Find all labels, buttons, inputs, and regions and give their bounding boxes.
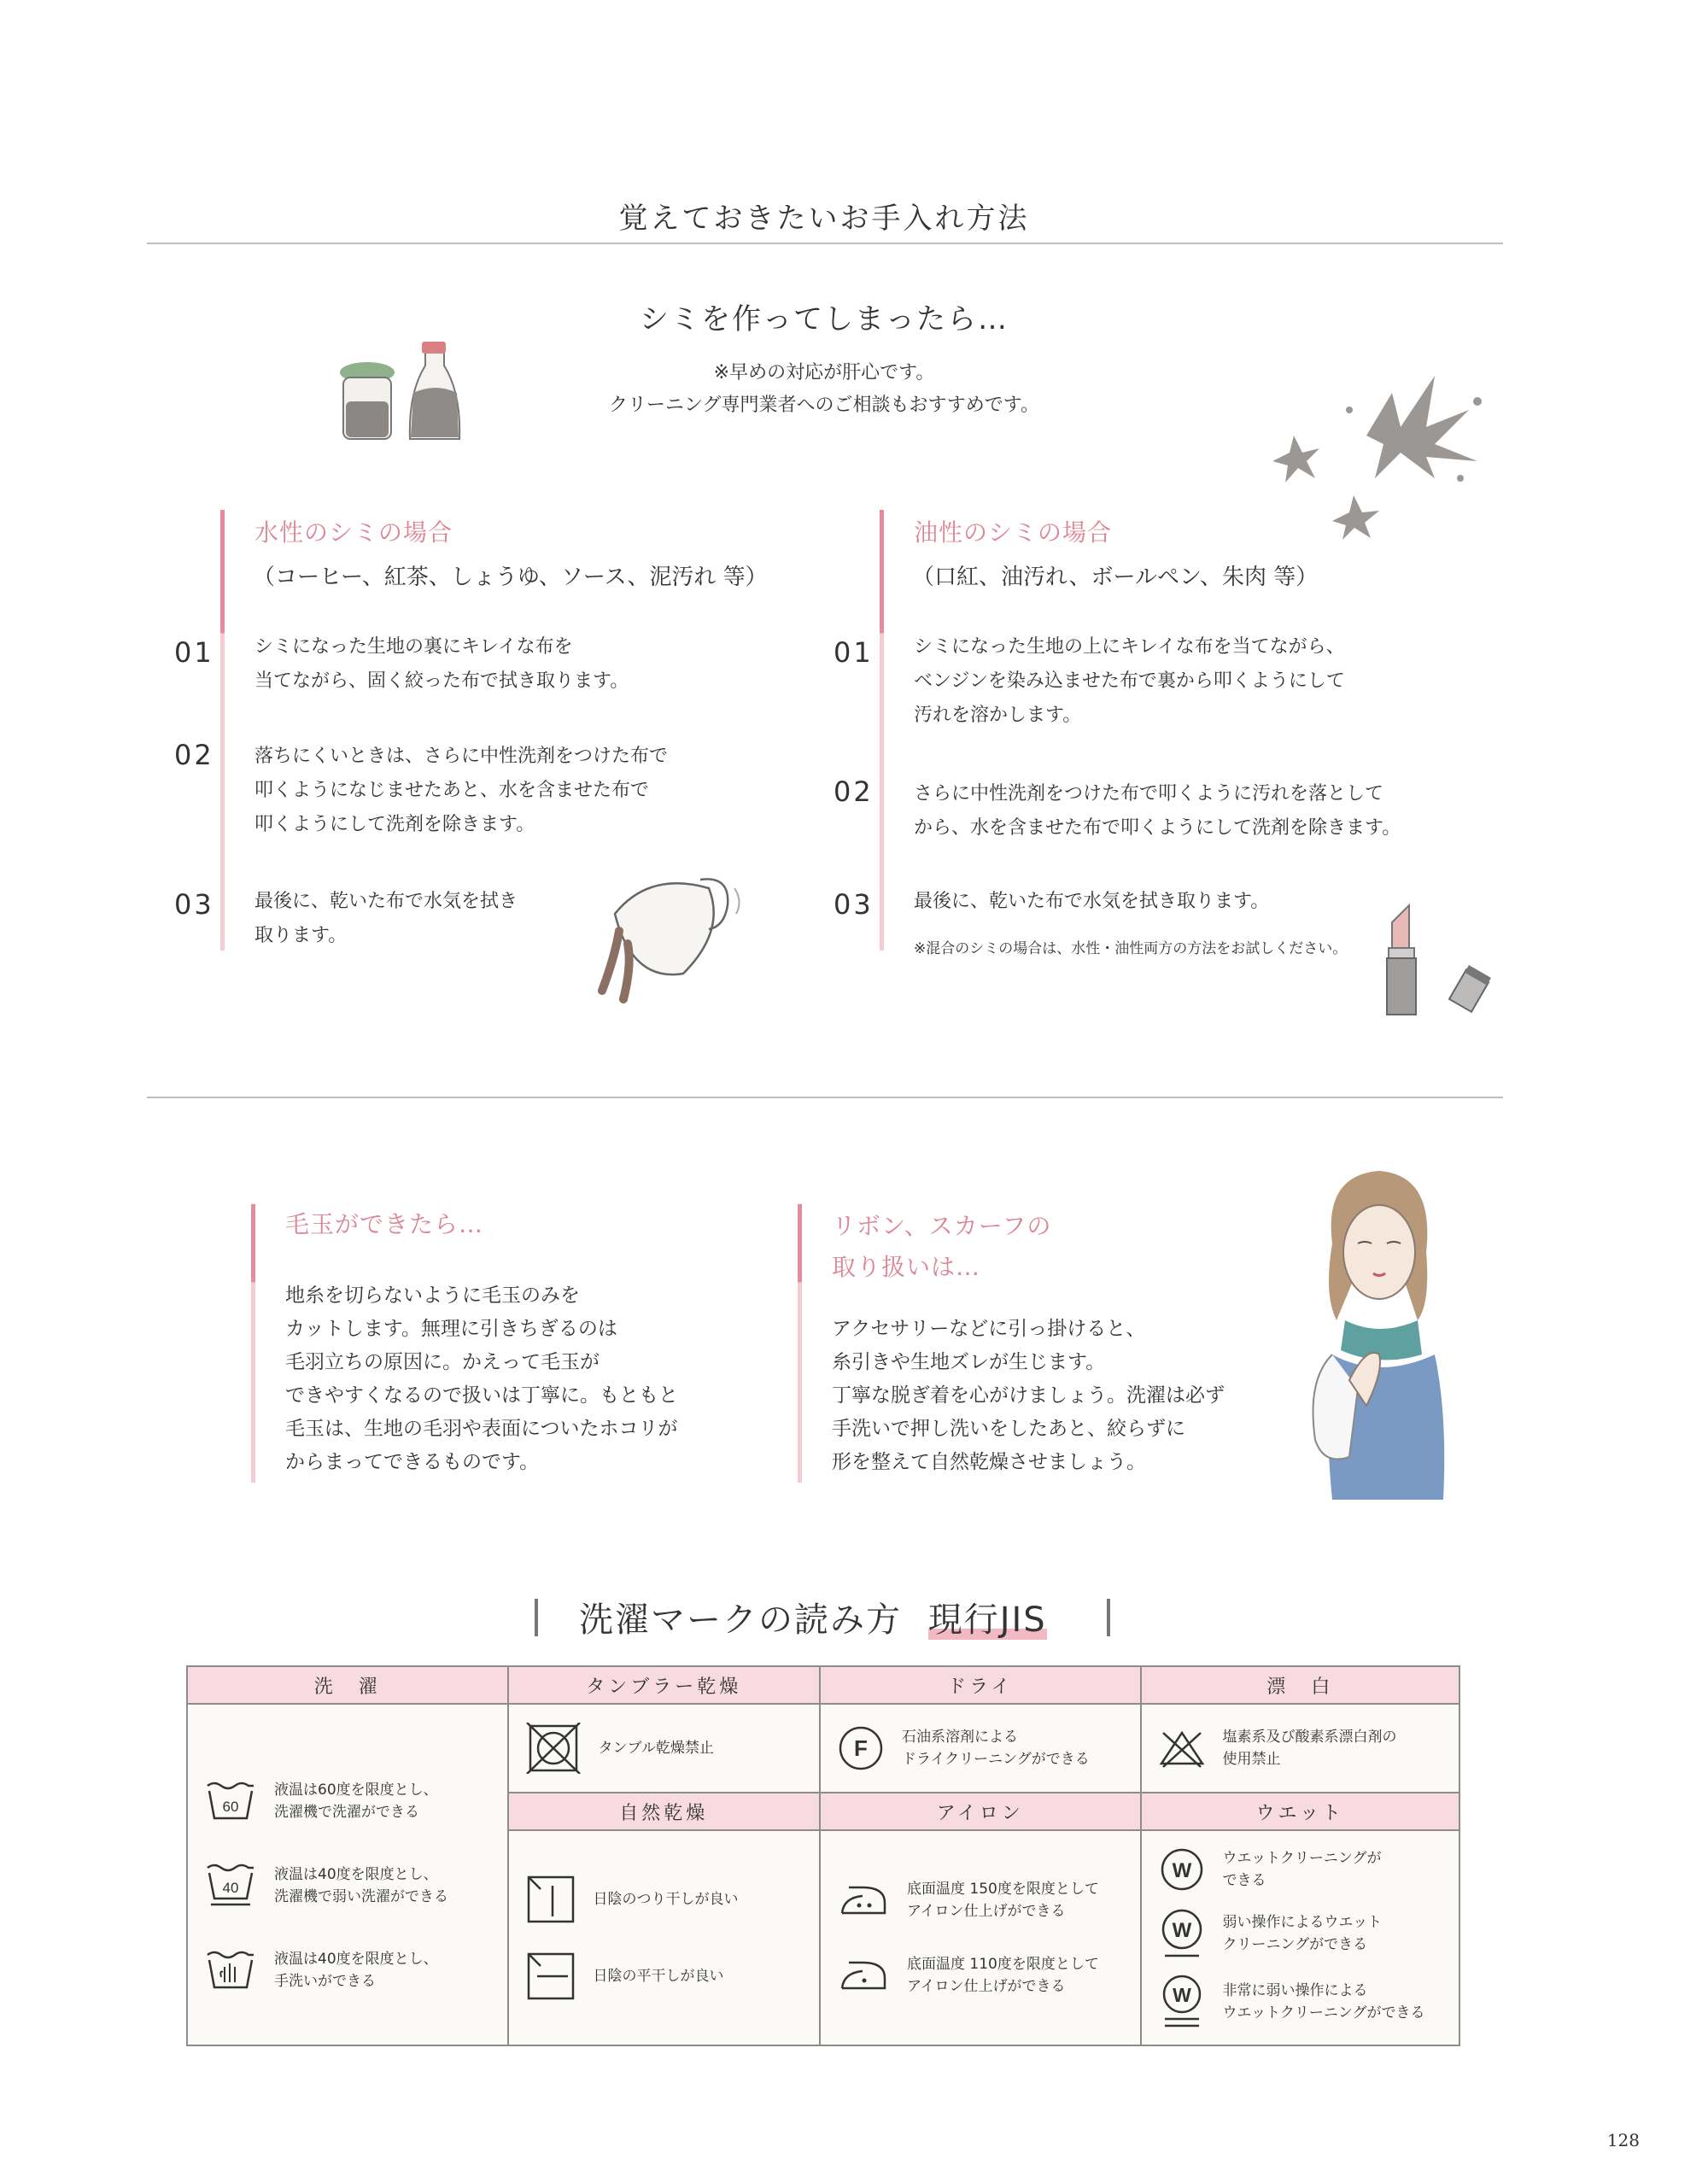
- text-line: 非常に弱い操作による: [1222, 1982, 1368, 1999]
- section-rule: [147, 1097, 1503, 1098]
- wet-clean-text: [1223, 1847, 1382, 1892]
- wash-60-text: [274, 1779, 438, 1823]
- text-line: 塩素系及び酸素系漂白剤の: [1222, 1729, 1397, 1746]
- lipstick-illustration: [1375, 897, 1503, 1025]
- jis-title-bar-right: [1107, 1599, 1110, 1636]
- line-dry-shade-text: 日陰のつり干しが良い: [593, 1891, 739, 1908]
- dry-item: [822, 1724, 1139, 1772]
- natural-dry-cell: [508, 1830, 821, 2045]
- text-line: 最後に、乾いた布で水気を拭き: [254, 891, 518, 912]
- oil-column-bar: [880, 510, 884, 951]
- svg-text:W: W: [1172, 1984, 1191, 2006]
- text-line: 落ちにくいときは、さらに中性洗剤をつけた布で: [254, 746, 669, 767]
- wet-clean-item: [1143, 1846, 1459, 1893]
- text-line: 形を整えて自然乾燥させましょう。: [832, 1451, 1146, 1473]
- wet-clean-mild-text: [1223, 1911, 1383, 1956]
- ribbon-heading-line-1: リボン、スカーフの: [832, 1212, 1052, 1240]
- oil-mixed-note: ※混合のシミの場合は、水性・油性両方の方法をお試しください。: [914, 940, 1348, 957]
- svg-text:W: W: [1172, 1859, 1191, 1882]
- oil-step-3-text: 最後に、乾いた布で水気を拭き取ります。: [914, 891, 1270, 912]
- wet-clean-mild-item: [1143, 1907, 1459, 1960]
- iron-150-text: [907, 1878, 1099, 1922]
- text-line: 液温は40度を限度とし、: [274, 1866, 438, 1883]
- dry-cell: [820, 1704, 1141, 1793]
- page-title: 覚えておきたいお手入れ方法: [618, 202, 1030, 236]
- title-rule: [147, 243, 1503, 244]
- text-line: 石油系溶剤による: [902, 1729, 1018, 1746]
- ribbon-text: [832, 1313, 1225, 1479]
- text-line: できやすくなるので扱いは丁寧に。もともと: [285, 1384, 678, 1407]
- oil-step-2-text: [914, 777, 1401, 845]
- iron-150-item: [822, 1878, 1139, 1922]
- iron-150-icon: [837, 1879, 890, 1922]
- text-line: ベンジンを染み込ませた布で裏から叩くようにして: [914, 670, 1345, 692]
- water-step-3-text: [254, 885, 518, 953]
- text-line: 糸引きや生地ズレが生じます。: [832, 1351, 1106, 1373]
- svg-text:W: W: [1172, 1919, 1191, 1942]
- text-line: 使用禁止: [1222, 1751, 1281, 1768]
- text-line: シミになった生地の裏にキレイな布を: [254, 636, 573, 658]
- pilling-bar: [251, 1204, 255, 1483]
- tumble-item: [510, 1723, 819, 1774]
- iron-cell: [820, 1830, 1141, 2045]
- text-line: 底面温度 150度を限度として: [907, 1881, 1099, 1898]
- text-line: 洗濯機で洗濯ができる: [274, 1804, 419, 1821]
- header-tumble: タンブラー乾燥: [508, 1666, 821, 1704]
- text-line: ウエットクリーニングができる: [1222, 2004, 1425, 2022]
- page-number: 128: [1606, 2130, 1640, 2150]
- water-examples: （コーヒー、紅茶、しょうゆ、ソース、泥汚れ 等）: [253, 565, 768, 590]
- bleach-cell: [1141, 1704, 1460, 1793]
- jis-title-highlight: 現行JIS: [927, 1600, 1047, 1640]
- wet-clean-very-mild-icon: [1158, 1974, 1206, 2030]
- water-step-3-number: 03: [174, 888, 214, 921]
- jis-title-main: 洗濯マークの読み方: [579, 1600, 902, 1640]
- text-line: 取ります。: [254, 925, 348, 946]
- wash-cell: [187, 1704, 508, 2045]
- text-line: アイロン仕上げができる: [907, 1978, 1066, 1995]
- stain-section-title: シミを作ってしまったら…: [640, 302, 1009, 336]
- jis-title: [579, 1593, 1047, 1641]
- text-line: 汚れを溶かします。: [914, 705, 1082, 726]
- wet-cell: [1141, 1830, 1460, 2045]
- flat-dry-shade-icon: [525, 1951, 576, 2002]
- text-line: 手洗いで押し洗いをしたあと、絞らずに: [832, 1418, 1185, 1440]
- dry-clean-f-icon: [837, 1724, 885, 1772]
- ribbon-heading: [832, 1206, 1051, 1288]
- wash-item-hand: [189, 1948, 506, 1992]
- text-line: シミになった生地の上にキレイな布を当てながら、: [914, 636, 1345, 658]
- tumble-cell: [508, 1704, 821, 1793]
- ribbon-heading-line-2: 取り扱いは…: [832, 1253, 981, 1281]
- text-line: から、水を含ませた布で叩くようにして洗剤を除きます。: [914, 817, 1401, 839]
- header-iron: アイロン: [820, 1793, 1141, 1830]
- text-line: 弱い操作によるウエット: [1222, 1914, 1383, 1931]
- hand-wash-text: [274, 1948, 438, 1992]
- wash-40-text: [274, 1864, 448, 1908]
- wet-clean-very-mild-text: [1223, 1980, 1425, 2024]
- svg-text:60: 60: [222, 1799, 239, 1815]
- text-line: さらに中性洗剤をつけた布で叩くように汚れを落として: [914, 783, 1384, 805]
- text-line: クリーニングができる: [1222, 1936, 1368, 1953]
- water-step-2-text: [254, 740, 668, 842]
- header-wet: ウエット: [1141, 1793, 1460, 1830]
- dry-text: [902, 1726, 1090, 1770]
- water-step-1-text: [254, 630, 629, 699]
- oil-step-1-number: 01: [834, 636, 874, 669]
- header-natural-dry: 自然乾燥: [508, 1793, 821, 1830]
- splash-illustration: [1264, 359, 1494, 547]
- spilled-cup-illustration: [581, 863, 752, 1008]
- text-line: ウエットクリーニングが: [1222, 1850, 1382, 1867]
- svg-text:F: F: [854, 1735, 868, 1761]
- text-line: 洗濯機で弱い洗濯ができる: [274, 1888, 448, 1905]
- oil-step-3-number: 03: [834, 888, 874, 921]
- tumble-dry-prohibited-icon: [525, 1723, 582, 1774]
- jis-title-bar-left: [535, 1599, 538, 1636]
- oil-examples: （口紅、油汚れ、ボールペン、朱肉 等）: [912, 565, 1319, 590]
- text-line: 毛羽立ちの原因に。かえって毛玉が: [285, 1351, 600, 1373]
- laundry-symbol-table: [186, 1665, 1460, 2046]
- header-bleach: 漂 白: [1141, 1666, 1460, 1704]
- text-line: アイロン仕上げができる: [907, 1903, 1066, 1920]
- jar-bottle-illustration: [325, 333, 478, 461]
- text-line: 手洗いができる: [274, 1973, 376, 1990]
- water-column-bar: [220, 510, 225, 951]
- text-line: アクセサリーなどに引っ掛けると、: [832, 1318, 1146, 1340]
- oil-step-2-number: 02: [834, 775, 874, 808]
- text-line: ドライクリーニングができる: [902, 1751, 1090, 1768]
- bleach-text: [1223, 1726, 1397, 1770]
- hand-wash-icon: [204, 1948, 257, 1992]
- text-line: 液温は60度を限度とし、: [274, 1782, 438, 1799]
- text-line: からまってできるものです。: [285, 1451, 540, 1473]
- water-heading: 水性のシミの場合: [254, 518, 453, 547]
- text-line: 当てながら、固く絞った布で拭き取ります。: [254, 670, 629, 692]
- stain-intro-line-1: ※早めの対応が肝心です。: [713, 362, 935, 383]
- text-line: 地糸を切らないように毛玉のみを: [285, 1284, 580, 1307]
- flat-dry-shade-text: 日陰の平干しが良い: [593, 1968, 724, 1985]
- water-step-2-number: 02: [174, 739, 214, 771]
- iron-110-icon: [837, 1954, 890, 1997]
- oil-heading: 油性のシミの場合: [914, 518, 1113, 547]
- bleach-item: [1143, 1726, 1459, 1770]
- wash-60-icon: [204, 1779, 257, 1823]
- iron-110-text: [907, 1953, 1099, 1998]
- wash-item-40: [189, 1861, 506, 1910]
- text-line: できる: [1222, 1872, 1266, 1889]
- ribbon-bar: [798, 1204, 802, 1483]
- text-line: 丁寧な脱ぎ着を心がけましょう。洗濯は必ず: [832, 1384, 1225, 1407]
- wet-clean-icon: [1158, 1846, 1206, 1893]
- wet-clean-mild-icon: [1158, 1907, 1206, 1960]
- oil-step-1-text: [914, 630, 1345, 733]
- text-line: カットします。無理に引きちぎるのは: [285, 1318, 617, 1340]
- line-dry-shade-icon: [525, 1874, 576, 1925]
- water-step-1-number: 01: [174, 636, 214, 669]
- flat-dry-shade-item: [510, 1951, 819, 2002]
- wet-clean-very-mild-item: [1143, 1974, 1459, 2030]
- iron-110-item: [822, 1953, 1139, 1998]
- text-line: 毛玉は、生地の毛羽や表面についたホコリが: [285, 1418, 678, 1440]
- bleach-prohibited-icon: [1158, 1728, 1206, 1769]
- header-wash: 洗 濯: [187, 1666, 508, 1704]
- wash-40-icon: [204, 1861, 257, 1910]
- text-line: 液温は40度を限度とし、: [274, 1951, 438, 1968]
- pilling-text: [285, 1279, 678, 1479]
- line-dry-shade-item: [510, 1874, 819, 1925]
- woman-scarf-illustration: [1298, 1158, 1452, 1500]
- text-line: 底面温度 110度を限度として: [907, 1956, 1099, 1973]
- pilling-heading: 毛玉ができたら…: [285, 1210, 484, 1238]
- wash-item-60: [189, 1779, 506, 1823]
- tumble-text: タンブル乾燥禁止: [598, 1740, 714, 1757]
- text-line: 叩くようにして洗剤を除きます。: [254, 814, 535, 835]
- svg-text:40: 40: [222, 1880, 239, 1896]
- stain-intro-line-2: クリーニング専門業者へのご相談もおすすめです。: [608, 395, 1040, 416]
- text-line: 叩くようになじませたあと、水を含ませた布で: [254, 780, 650, 801]
- header-dry: ドライ: [820, 1666, 1141, 1704]
